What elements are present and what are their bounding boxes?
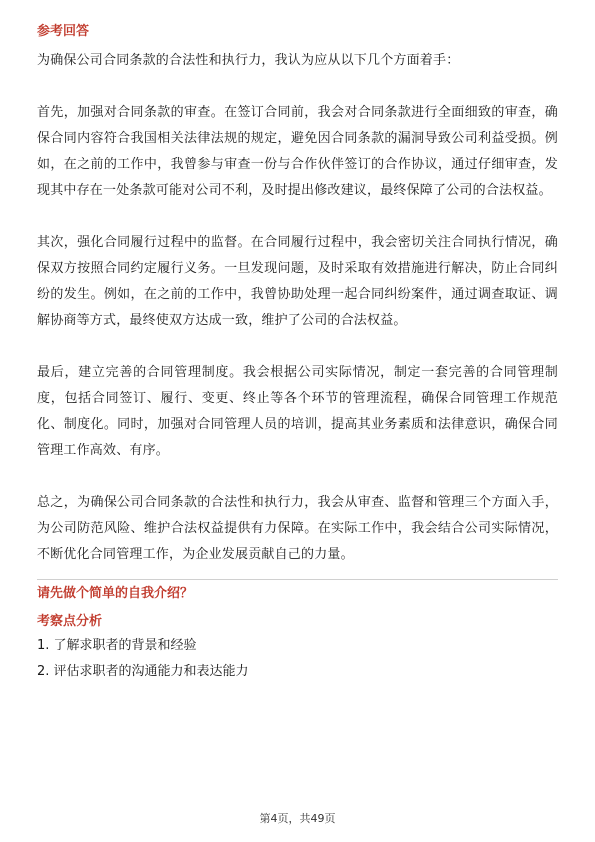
question-heading: 请先做个简单的自我介绍？ — [37, 586, 194, 601]
analysis-point: 2. 评估求职者的沟通能力和表达能力 — [37, 664, 249, 679]
analysis-point: 1. 了解求职者的背景和经验 — [37, 638, 197, 653]
paragraph-gap — [37, 464, 558, 490]
section-divider — [37, 579, 558, 580]
answer-heading: 参考回答 — [37, 24, 90, 39]
answer-paragraph: 首先，加强对合同条款的审查。在签订合同前，我会对合同条款进行全面细致的审查，确保合同内容符合我国相关法律法规的规定，避免因合同条款的漏洞导致公司利益受损。例如，在之前的工作中，我曾参与审查一份与合作伙伴签订的合作协议，通过仔细审查，发现其中存在一处条款可能对公司不利，及时提出修改建议，最终保障了公司的合法权益。 — [37, 105, 558, 198]
intro-paragraph: 为确保公司合同条款的合法性和执行力，我认为应从以下几个方面着手： — [37, 53, 460, 68]
paragraph-gap — [37, 204, 558, 230]
analysis-heading: 考察点分析 — [37, 614, 103, 629]
answer-paragraph: 最后，建立完善的合同管理制度。我会根据公司实际情况，制定一套完善的合同管理制度，包括合同签订、履行、变更、终止等各个环节的管理流程，确保合同管理工作规范化、制度化。同时，加强对合同管理人员的培训，提高其业务素质和法律意识，确保合同管理工作高效、有序。 — [37, 365, 558, 458]
paragraph-gap — [37, 334, 558, 360]
content-area — [37, 22, 558, 685]
paragraph-gap — [37, 74, 558, 100]
page-footer: 第4页，共49页 — [259, 812, 336, 825]
answer-paragraph: 总之，为确保公司合同条款的合法性和执行力，我会从审查、监督和管理三个方面入手，为公司防范风险、维护合法权益提供有力保障。在实际工作中，我会结合公司实际情况，不断优化合同管理工作，为企业发展贡献自己的力量。 — [37, 495, 558, 562]
answer-paragraph: 其次，强化合同履行过程中的监督。在合同履行过程中，我会密切关注合同执行情况，确保双方按照合同约定履行义务。一旦发现问题，及时采取有效措施进行解决，防止合同纠纷的发生。例如，在之前的工作中，我曾协助处理一起合同纠纷案件，通过调查取证、调解协商等方式，最终使双方达成一致，维护了公司的合法权益。 — [37, 235, 558, 328]
